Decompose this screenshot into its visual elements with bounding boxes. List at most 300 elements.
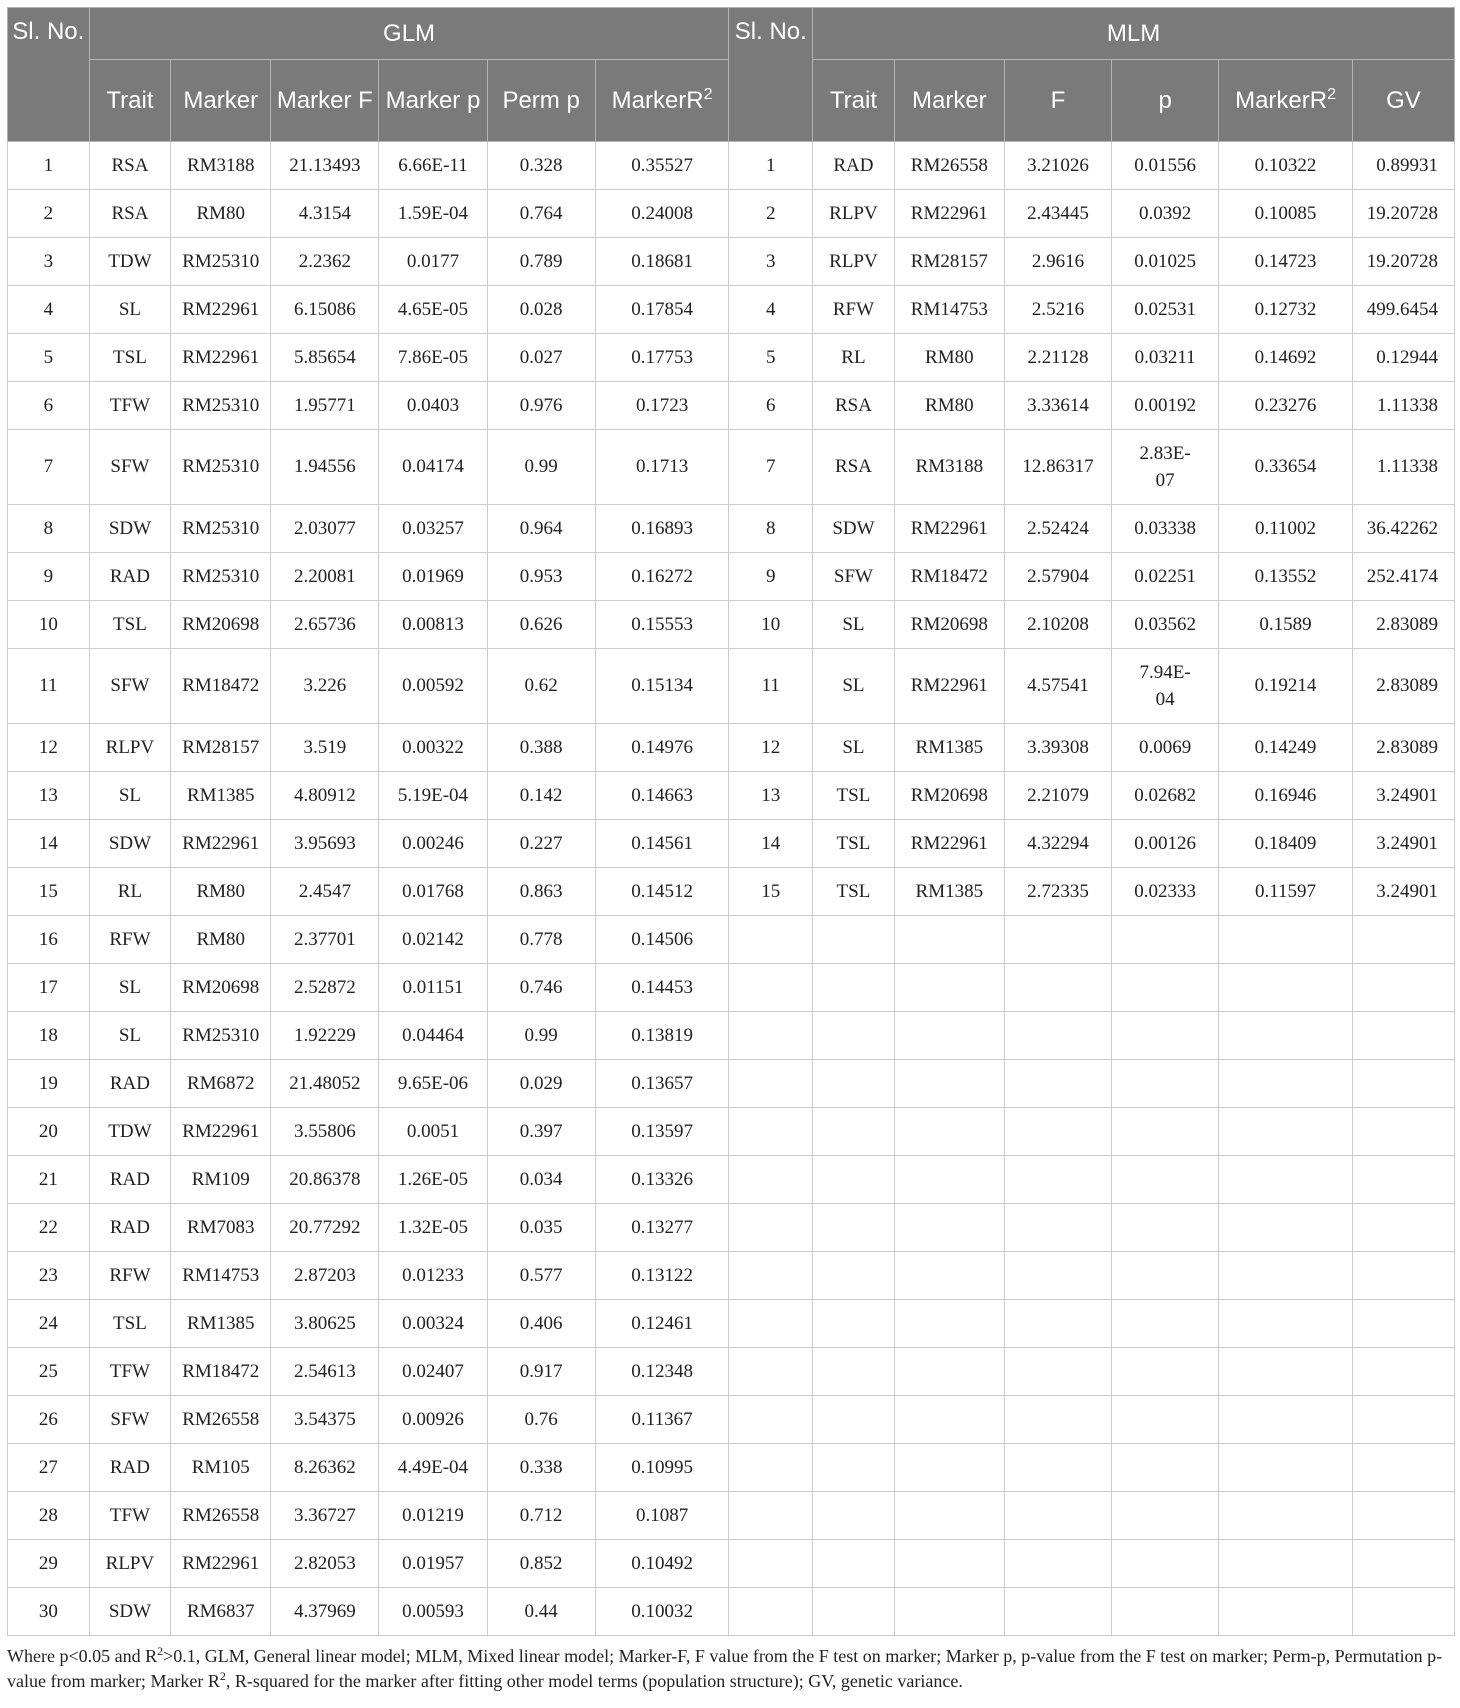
cell-mlm-trait: TSL [813, 868, 895, 916]
cell-mlm-marker [894, 1348, 1004, 1396]
cell-mlm-f [1004, 1108, 1111, 1156]
cell-mlm-trait: RLPV [813, 190, 895, 238]
cell-mlm-f [1004, 1252, 1111, 1300]
cell-mlm-sl-no: 5 [729, 334, 813, 382]
cell-glm-marker: RM1385 [171, 772, 271, 820]
cell-glm-perm-p: 0.035 [487, 1204, 595, 1252]
cell-mlm-p [1112, 1444, 1219, 1492]
cell-glm-marker-r2: 0.15553 [595, 601, 729, 649]
cell-mlm-sl-no [729, 1108, 813, 1156]
table-row [8, 1012, 1455, 1060]
cell-glm-marker: RM22961 [171, 1108, 271, 1156]
cell-mlm-marker-r2 [1219, 1012, 1353, 1060]
cell-glm-marker-f: 2.20081 [271, 553, 379, 601]
cell-glm-marker-f: 3.55806 [271, 1108, 379, 1156]
cell-glm-marker-r2: 0.16272 [595, 553, 729, 601]
cell-glm-marker-r2: 0.13597 [595, 1108, 729, 1156]
table-row [8, 1156, 1455, 1204]
table-row [8, 334, 1455, 382]
cell-mlm-marker [894, 1060, 1004, 1108]
cell-mlm-gv: 0.12944 [1352, 334, 1454, 382]
table-row [8, 1060, 1455, 1108]
cell-glm-perm-p: 0.328 [487, 142, 595, 190]
cell-glm-perm-p: 0.142 [487, 772, 595, 820]
cell-glm-perm-p: 0.028 [487, 286, 595, 334]
cell-mlm-sl-no [729, 1540, 813, 1588]
cell-mlm-sl-no [729, 964, 813, 1012]
cell-glm-sl-no: 13 [8, 772, 90, 820]
cell-glm-perm-p: 0.964 [487, 505, 595, 553]
cell-mlm-sl-no: 2 [729, 190, 813, 238]
cell-glm-marker-f: 3.36727 [271, 1492, 379, 1540]
cell-mlm-marker-r2 [1219, 1108, 1353, 1156]
cell-mlm-trait [813, 1108, 895, 1156]
cell-mlm-marker-r2: 0.12732 [1219, 286, 1353, 334]
cell-mlm-marker: RM1385 [894, 868, 1004, 916]
cell-glm-sl-no: 2 [8, 190, 90, 238]
cell-mlm-gv [1352, 1060, 1454, 1108]
cell-glm-marker-f: 2.65736 [271, 601, 379, 649]
cell-mlm-gv: 3.24901 [1352, 820, 1454, 868]
cell-glm-marker-f: 2.52872 [271, 964, 379, 1012]
cell-glm-perm-p: 0.029 [487, 1060, 595, 1108]
cell-glm-trait: RAD [89, 1444, 171, 1492]
footnote-sup1: 2 [157, 1644, 164, 1658]
cell-mlm-trait [813, 1540, 895, 1588]
cell-mlm-f: 2.72335 [1004, 868, 1111, 916]
cell-glm-trait: SFW [89, 1396, 171, 1444]
cell-glm-perm-p: 0.626 [487, 601, 595, 649]
footnote-part1: Where p<0.05 and R [7, 1646, 158, 1666]
cell-mlm-p: 0.02682 [1112, 772, 1219, 820]
cell-mlm-f: 3.21026 [1004, 142, 1111, 190]
cell-glm-perm-p: 0.027 [487, 334, 595, 382]
cell-glm-marker: RM22961 [171, 334, 271, 382]
cell-glm-trait: TSL [89, 601, 171, 649]
cell-mlm-marker-r2: 0.14723 [1219, 238, 1353, 286]
table-row [8, 868, 1455, 916]
cell-glm-perm-p: 0.227 [487, 820, 595, 868]
cell-glm-sl-no: 10 [8, 601, 90, 649]
cell-glm-marker-f: 2.37701 [271, 916, 379, 964]
cell-mlm-marker: RM22961 [894, 649, 1004, 724]
cell-glm-trait: RSA [89, 190, 171, 238]
cell-mlm-sl-no [729, 1156, 813, 1204]
cell-mlm-p [1112, 1300, 1219, 1348]
cell-mlm-marker-r2 [1219, 1348, 1353, 1396]
cell-mlm-sl-no [729, 1444, 813, 1492]
cell-glm-marker-r2: 0.14976 [595, 724, 729, 772]
header-row-groups [8, 8, 1455, 60]
cell-glm-marker-p: 0.01151 [379, 964, 487, 1012]
cell-mlm-marker [894, 964, 1004, 1012]
cell-glm-marker-p: 0.01768 [379, 868, 487, 916]
table-header [8, 8, 1455, 142]
cell-mlm-trait [813, 916, 895, 964]
cell-glm-marker-f: 21.13493 [271, 142, 379, 190]
cell-mlm-f [1004, 1060, 1111, 1108]
cell-glm-trait: RSA [89, 142, 171, 190]
cell-glm-marker-f: 2.87203 [271, 1252, 379, 1300]
cell-mlm-p [1112, 1252, 1219, 1300]
cell-mlm-f [1004, 964, 1111, 1012]
table-row [8, 1492, 1455, 1540]
cell-glm-trait: SFW [89, 649, 171, 724]
cell-mlm-marker-r2: 0.33654 [1219, 430, 1353, 505]
cell-mlm-sl-no: 14 [729, 820, 813, 868]
cell-glm-trait: RAD [89, 1060, 171, 1108]
cell-mlm-marker [894, 1300, 1004, 1348]
cell-mlm-trait: TSL [813, 820, 895, 868]
cell-glm-marker: RM25310 [171, 382, 271, 430]
cell-mlm-gv [1352, 964, 1454, 1012]
cell-glm-marker-f: 4.37969 [271, 1588, 379, 1636]
cell-mlm-sl-no [729, 1348, 813, 1396]
cell-mlm-marker: RM18472 [894, 553, 1004, 601]
cell-glm-trait: SDW [89, 1588, 171, 1636]
table-row [8, 1444, 1455, 1492]
cell-mlm-gv [1352, 1492, 1454, 1540]
cell-glm-marker-p: 5.19E-04 [379, 772, 487, 820]
header-sl-no-glm: Sl. No. [8, 8, 90, 142]
cell-mlm-gv: 19.20728 [1352, 238, 1454, 286]
cell-glm-trait: TDW [89, 238, 171, 286]
cell-mlm-trait: RLPV [813, 238, 895, 286]
cell-glm-perm-p: 0.976 [487, 382, 595, 430]
cell-glm-marker: RM6872 [171, 1060, 271, 1108]
cell-mlm-p [1112, 1588, 1219, 1636]
cell-glm-perm-p: 0.789 [487, 238, 595, 286]
cell-mlm-p [1112, 1108, 1219, 1156]
cell-glm-sl-no: 6 [8, 382, 90, 430]
cell-mlm-p [1112, 1396, 1219, 1444]
table-row [8, 505, 1455, 553]
cell-glm-marker-r2: 0.10492 [595, 1540, 729, 1588]
cell-mlm-marker: RM14753 [894, 286, 1004, 334]
table-row [8, 1540, 1455, 1588]
cell-mlm-marker: RM22961 [894, 190, 1004, 238]
cell-glm-marker-p: 6.66E-11 [379, 142, 487, 190]
cell-mlm-f [1004, 1540, 1111, 1588]
cell-glm-marker-r2: 0.14561 [595, 820, 729, 868]
cell-mlm-gv [1352, 1252, 1454, 1300]
cell-glm-marker-r2: 0.1713 [595, 430, 729, 505]
header-glm-marker-p: Marker p [379, 60, 487, 142]
table-row [8, 1348, 1455, 1396]
cell-mlm-trait: RSA [813, 382, 895, 430]
cell-mlm-sl-no: 9 [729, 553, 813, 601]
cell-glm-marker: RM18472 [171, 1348, 271, 1396]
cell-glm-trait: TSL [89, 334, 171, 382]
cell-glm-marker: RM20698 [171, 964, 271, 1012]
cell-glm-marker-p: 0.02142 [379, 916, 487, 964]
cell-mlm-gv: 1.11338 [1352, 382, 1454, 430]
cell-mlm-p: 2.83E- 07 [1112, 430, 1219, 505]
cell-mlm-marker-r2 [1219, 1252, 1353, 1300]
cell-glm-trait: TFW [89, 1348, 171, 1396]
cell-mlm-p [1112, 1540, 1219, 1588]
cell-glm-marker-p: 9.65E-06 [379, 1060, 487, 1108]
cell-mlm-sl-no [729, 1588, 813, 1636]
cell-mlm-sl-no: 13 [729, 772, 813, 820]
cell-mlm-sl-no [729, 1012, 813, 1060]
cell-glm-marker-f: 8.26362 [271, 1444, 379, 1492]
cell-glm-marker-r2: 0.1723 [595, 382, 729, 430]
header-mlm-f: F [1004, 60, 1111, 142]
cell-mlm-marker-r2: 0.16946 [1219, 772, 1353, 820]
cell-mlm-trait: SL [813, 649, 895, 724]
cell-glm-sl-no: 1 [8, 142, 90, 190]
cell-glm-marker-p: 4.65E-05 [379, 286, 487, 334]
cell-mlm-trait [813, 1444, 895, 1492]
cell-glm-marker-p: 0.04174 [379, 430, 487, 505]
cell-glm-marker-r2: 0.35527 [595, 142, 729, 190]
cell-mlm-trait [813, 1156, 895, 1204]
cell-mlm-marker-r2 [1219, 916, 1353, 964]
header-glm-trait: Trait [89, 60, 171, 142]
cell-mlm-sl-no [729, 1252, 813, 1300]
cell-glm-marker-p: 0.0051 [379, 1108, 487, 1156]
cell-glm-marker: RM25310 [171, 553, 271, 601]
table-row [8, 916, 1455, 964]
cell-glm-marker-f: 4.3154 [271, 190, 379, 238]
cell-mlm-p: 0.00192 [1112, 382, 1219, 430]
cell-glm-trait: RL [89, 868, 171, 916]
cell-mlm-trait: RL [813, 334, 895, 382]
cell-mlm-p [1112, 1204, 1219, 1252]
cell-glm-trait: SL [89, 772, 171, 820]
cell-mlm-trait: SL [813, 724, 895, 772]
cell-mlm-marker: RM26558 [894, 142, 1004, 190]
cell-mlm-p: 0.03338 [1112, 505, 1219, 553]
cell-mlm-p [1112, 1012, 1219, 1060]
cell-mlm-marker-r2: 0.18409 [1219, 820, 1353, 868]
cell-glm-trait: RAD [89, 1204, 171, 1252]
cell-glm-marker-p: 1.59E-04 [379, 190, 487, 238]
footnote-part3: , R-squared for the marker after fitting other model terms (population structure); GV, genetic variance. [225, 1671, 963, 1691]
cell-mlm-f: 2.52424 [1004, 505, 1111, 553]
cell-mlm-trait: RFW [813, 286, 895, 334]
cell-glm-perm-p: 0.397 [487, 1108, 595, 1156]
cell-glm-marker-p: 0.0403 [379, 382, 487, 430]
footnote-part2: >0.1, GLM, General linear model; MLM, Mixed linear model; Marker-F, F value from the F test on marker; Marker p, p-value from the F test on marker; Perm-p, Permutation p-value from marker; Marker R [7, 1646, 1443, 1691]
cell-glm-sl-no: 18 [8, 1012, 90, 1060]
cell-mlm-marker: RM80 [894, 334, 1004, 382]
cell-glm-marker-f: 6.15086 [271, 286, 379, 334]
cell-glm-marker-f: 2.82053 [271, 1540, 379, 1588]
table-row [8, 142, 1455, 190]
cell-mlm-sl-no: 12 [729, 724, 813, 772]
cell-mlm-p: 0.02333 [1112, 868, 1219, 916]
cell-mlm-marker-r2: 0.14249 [1219, 724, 1353, 772]
cell-mlm-gv: 0.89931 [1352, 142, 1454, 190]
cell-glm-marker-f: 20.86378 [271, 1156, 379, 1204]
table-footnote [7, 1644, 1455, 1694]
cell-mlm-sl-no: 7 [729, 430, 813, 505]
cell-glm-trait: SL [89, 964, 171, 1012]
table-row [8, 649, 1455, 724]
cell-mlm-trait [813, 964, 895, 1012]
cell-glm-sl-no: 21 [8, 1156, 90, 1204]
cell-glm-perm-p: 0.764 [487, 190, 595, 238]
cell-glm-trait: RFW [89, 916, 171, 964]
cell-mlm-f [1004, 916, 1111, 964]
cell-mlm-gv [1352, 1588, 1454, 1636]
cell-glm-perm-p: 0.76 [487, 1396, 595, 1444]
cell-glm-perm-p: 0.917 [487, 1348, 595, 1396]
cell-glm-marker: RM80 [171, 916, 271, 964]
cell-mlm-trait [813, 1060, 895, 1108]
cell-mlm-p: 0.00126 [1112, 820, 1219, 868]
cell-glm-trait: TSL [89, 1300, 171, 1348]
cell-mlm-sl-no: 15 [729, 868, 813, 916]
cell-mlm-sl-no: 1 [729, 142, 813, 190]
cell-glm-sl-no: 24 [8, 1300, 90, 1348]
cell-mlm-marker-r2 [1219, 1204, 1353, 1252]
cell-mlm-marker [894, 1156, 1004, 1204]
cell-glm-marker: RM80 [171, 190, 271, 238]
cell-mlm-sl-no: 11 [729, 649, 813, 724]
cell-mlm-f [1004, 1396, 1111, 1444]
header-glm-marker-r2-sup: 2 [703, 85, 713, 103]
cell-glm-marker: RM109 [171, 1156, 271, 1204]
header-mlm-trait: Trait [813, 60, 895, 142]
cell-mlm-marker: RM22961 [894, 820, 1004, 868]
cell-glm-marker-r2: 0.1087 [595, 1492, 729, 1540]
cell-mlm-marker-r2 [1219, 964, 1353, 1012]
cell-glm-marker-p: 0.01969 [379, 553, 487, 601]
table-row [8, 382, 1455, 430]
cell-mlm-f [1004, 1156, 1111, 1204]
cell-mlm-f: 12.86317 [1004, 430, 1111, 505]
cell-mlm-trait: RSA [813, 430, 895, 505]
cell-mlm-f: 3.39308 [1004, 724, 1111, 772]
header-mlm-marker-r2-base: MarkerR [1235, 86, 1328, 114]
cell-mlm-trait [813, 1300, 895, 1348]
cell-mlm-marker [894, 1108, 1004, 1156]
cell-glm-perm-p: 0.577 [487, 1252, 595, 1300]
cell-mlm-gv [1352, 1444, 1454, 1492]
cell-mlm-gv [1352, 1156, 1454, 1204]
cell-mlm-gv [1352, 1396, 1454, 1444]
cell-glm-marker-p: 1.26E-05 [379, 1156, 487, 1204]
cell-glm-sl-no: 4 [8, 286, 90, 334]
cell-mlm-sl-no [729, 916, 813, 964]
cell-mlm-marker [894, 1444, 1004, 1492]
table-row [8, 1108, 1455, 1156]
cell-mlm-gv: 1.11338 [1352, 430, 1454, 505]
cell-mlm-f [1004, 1444, 1111, 1492]
cell-mlm-marker-r2 [1219, 1444, 1353, 1492]
cell-glm-sl-no: 12 [8, 724, 90, 772]
cell-glm-marker-p: 0.04464 [379, 1012, 487, 1060]
header-mlm-p: p [1112, 60, 1219, 142]
header-mlm-marker: Marker [894, 60, 1004, 142]
cell-glm-perm-p: 0.712 [487, 1492, 595, 1540]
cell-mlm-marker: RM20698 [894, 772, 1004, 820]
cell-glm-marker-p: 0.00926 [379, 1396, 487, 1444]
cell-mlm-sl-no: 3 [729, 238, 813, 286]
cell-glm-marker-f: 2.54613 [271, 1348, 379, 1396]
cell-mlm-f: 2.5216 [1004, 286, 1111, 334]
cell-glm-sl-no: 9 [8, 553, 90, 601]
cell-mlm-gv: 252.4174 [1352, 553, 1454, 601]
cell-mlm-p: 0.01025 [1112, 238, 1219, 286]
table-row [8, 964, 1455, 1012]
cell-glm-marker-p: 0.00813 [379, 601, 487, 649]
cell-glm-marker-r2: 0.10032 [595, 1588, 729, 1636]
cell-mlm-gv: 3.24901 [1352, 772, 1454, 820]
table-row [8, 1588, 1455, 1636]
cell-mlm-p: 0.0392 [1112, 190, 1219, 238]
cell-glm-perm-p: 0.034 [487, 1156, 595, 1204]
cell-mlm-f: 2.9616 [1004, 238, 1111, 286]
cell-mlm-gv: 499.6454 [1352, 286, 1454, 334]
table-row [8, 724, 1455, 772]
table-row [8, 430, 1455, 505]
cell-glm-marker-r2: 0.15134 [595, 649, 729, 724]
cell-glm-marker: RM25310 [171, 505, 271, 553]
cell-glm-trait: RFW [89, 1252, 171, 1300]
cell-glm-marker-f: 1.94556 [271, 430, 379, 505]
table-row [8, 553, 1455, 601]
cell-mlm-marker-r2: 0.10085 [1219, 190, 1353, 238]
cell-mlm-marker: RM22961 [894, 505, 1004, 553]
table-row [8, 1204, 1455, 1252]
cell-glm-trait: RLPV [89, 724, 171, 772]
cell-glm-marker-r2: 0.14663 [595, 772, 729, 820]
cell-mlm-marker-r2 [1219, 1156, 1353, 1204]
cell-mlm-p: 0.03211 [1112, 334, 1219, 382]
cell-mlm-gv [1352, 1108, 1454, 1156]
cell-glm-sl-no: 15 [8, 868, 90, 916]
cell-mlm-trait [813, 1204, 895, 1252]
header-glm-marker-f: Marker F [271, 60, 379, 142]
cell-glm-marker-p: 7.86E-05 [379, 334, 487, 382]
cell-mlm-p: 0.03562 [1112, 601, 1219, 649]
cell-glm-sl-no: 20 [8, 1108, 90, 1156]
cell-glm-marker-f: 3.519 [271, 724, 379, 772]
cell-glm-marker: RM7083 [171, 1204, 271, 1252]
table-row [8, 1252, 1455, 1300]
cell-glm-marker-f: 1.92229 [271, 1012, 379, 1060]
cell-glm-marker-r2: 0.11367 [595, 1396, 729, 1444]
cell-mlm-f [1004, 1348, 1111, 1396]
cell-mlm-marker-r2: 0.19214 [1219, 649, 1353, 724]
cell-glm-marker-p: 0.01219 [379, 1492, 487, 1540]
cell-glm-sl-no: 17 [8, 964, 90, 1012]
header-glm-perm-p: Perm p [487, 60, 595, 142]
cell-glm-marker-p: 0.01957 [379, 1540, 487, 1588]
cell-mlm-marker-r2 [1219, 1540, 1353, 1588]
cell-glm-marker: RM25310 [171, 430, 271, 505]
cell-mlm-p [1112, 964, 1219, 1012]
table-row [8, 1300, 1455, 1348]
cell-glm-marker: RM22961 [171, 1540, 271, 1588]
table-row [8, 772, 1455, 820]
cell-glm-marker-r2: 0.14506 [595, 916, 729, 964]
cell-mlm-marker-r2 [1219, 1300, 1353, 1348]
cell-glm-sl-no: 29 [8, 1540, 90, 1588]
cell-glm-marker-r2: 0.13657 [595, 1060, 729, 1108]
cell-glm-trait: SL [89, 1012, 171, 1060]
table-row [8, 820, 1455, 868]
cell-mlm-marker-r2: 0.11597 [1219, 868, 1353, 916]
cell-mlm-marker [894, 1012, 1004, 1060]
cell-mlm-f [1004, 1492, 1111, 1540]
cell-glm-marker-p: 1.32E-05 [379, 1204, 487, 1252]
cell-glm-marker: RM22961 [171, 820, 271, 868]
